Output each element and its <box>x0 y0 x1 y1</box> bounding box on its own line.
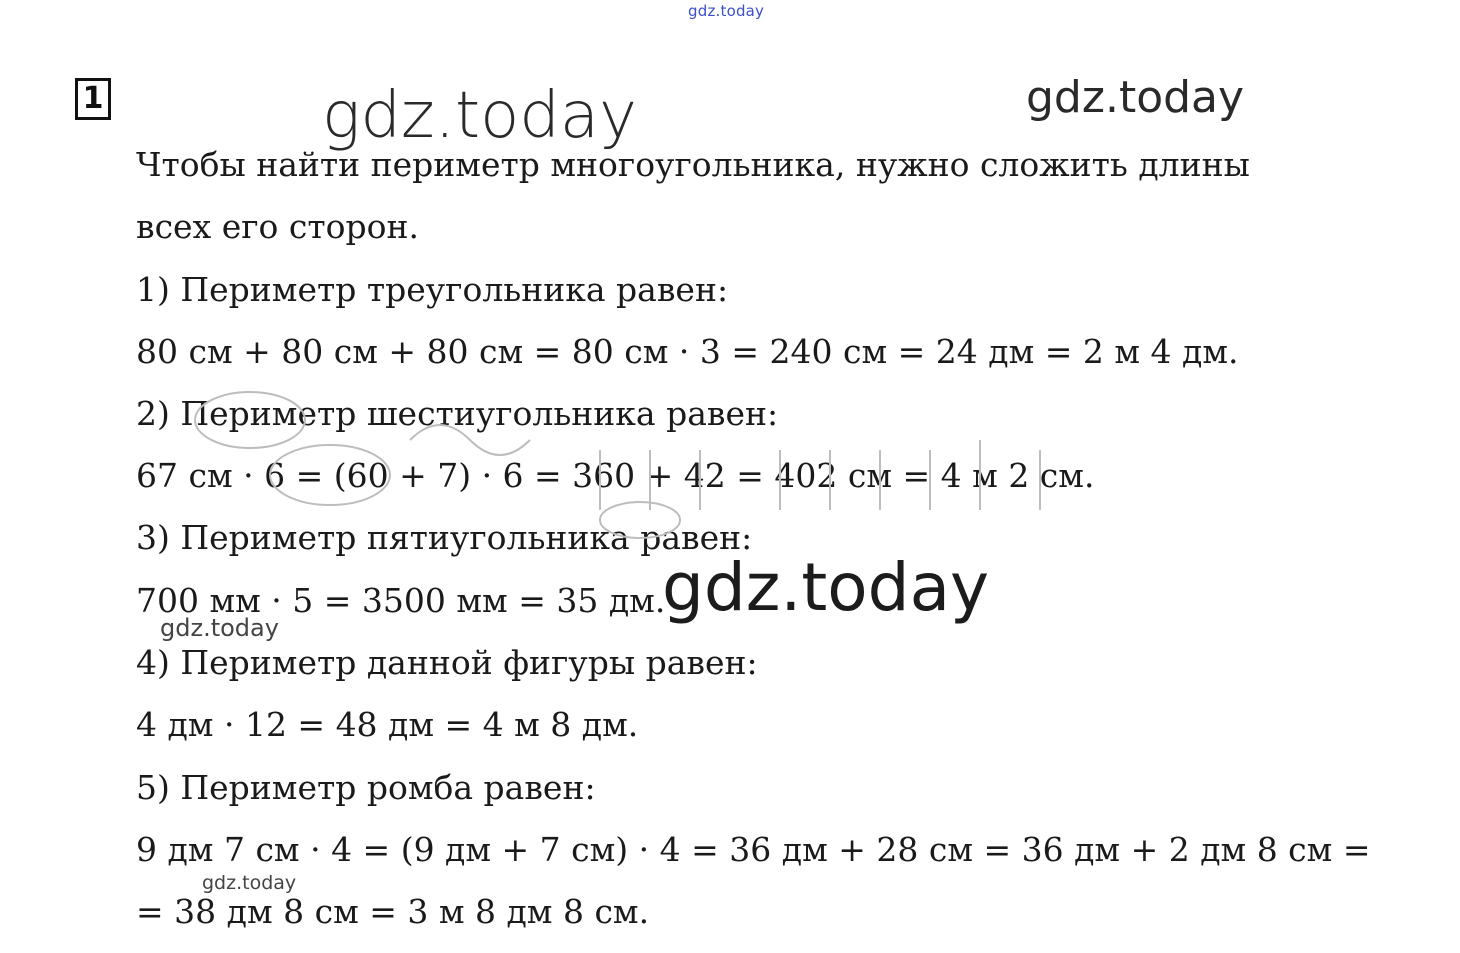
item-2-heading: 2) Периметр шестиугольника равен: <box>136 394 779 433</box>
item-5-heading: 5) Периметр ромба равен: <box>136 768 596 807</box>
intro-line-1: Чтобы найти периметр многоугольника, нужно сложить длины <box>136 145 1250 184</box>
item-3-heading: 3) Периметр пятиугольника равен: <box>136 518 753 557</box>
item-5-calculation-line-2: = 38 дм 8 см = 3 м 8 дм 8 см. <box>136 892 650 931</box>
watermark-large-center: gdz.today <box>662 549 990 626</box>
item-4-calculation: 4 дм · 12 = 48 дм = 4 м 8 дм. <box>136 705 639 744</box>
watermark-large-left: gdz.today <box>322 79 637 153</box>
intro-line-2: всех его сторон. <box>136 207 419 246</box>
item-1-heading: 1) Периметр треугольника равен: <box>136 270 729 309</box>
item-1-calculation: 80 см + 80 см + 80 см = 80 см · 3 = 240 см = 24 дм = 2 м 4 дм. <box>136 332 1239 371</box>
item-5-calculation-line-1: 9 дм 7 см · 4 = (9 дм + 7 см) · 4 = 36 дм + 28 см = 36 дм + 2 дм 8 см = <box>136 830 1371 869</box>
watermark-small-bottom: gdz.today <box>202 872 297 894</box>
item-2-calculation: 67 см · 6 = (60 + 7) · 6 = 360 + 42 = 402 см = 4 м 2 см. <box>136 456 1095 495</box>
task-number-badge: 1 <box>75 78 111 120</box>
watermark-top: gdz.today <box>688 2 765 20</box>
watermark-small-left: gdz.today <box>160 614 279 642</box>
item-4-heading: 4) Периметр данной фигуры равен: <box>136 643 758 682</box>
watermark-large-right: gdz.today <box>1026 72 1245 123</box>
item-3-calculation: 700 мм · 5 = 3500 мм = 35 дм. <box>136 581 666 620</box>
